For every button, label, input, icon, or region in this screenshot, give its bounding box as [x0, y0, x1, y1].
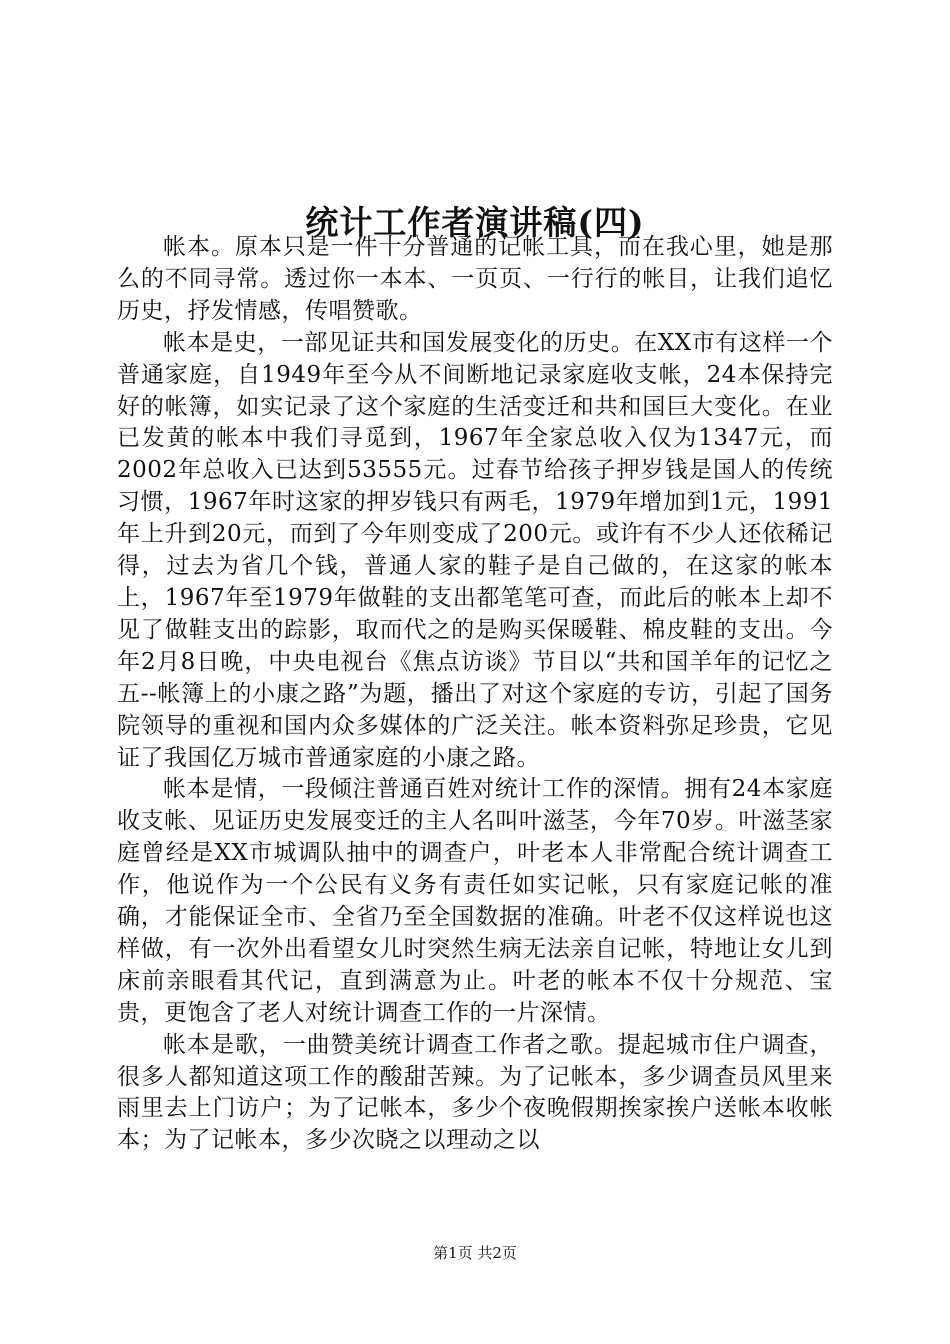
paragraph: 帐本。原本只是一件十分普通的记帐工具，而在我心里，她是那么的不同寻常。透过你一本本、一页页、一行行的帐目，让我们追忆历史，抒发情感，传唱赞歌。: [117, 234, 833, 324]
paragraph: 帐本是史，一部见证共和国发展变化的历史。在XX市有这样一个普通家庭，自1949年至今从不间断地记录家庭收支帐，24本保持完好的帐簿，如实记录了这个家庭的生活变迁和共和国巨大变化。在业已发黄的帐本中我们寻觅到，1967年全家总收入仅为1347元，而2002年总收入已达到53555元。过春节给孩子押岁钱是国人的传统习惯，1967年时这家的押岁钱只有两毛，1979年增加到1元，1991年上升到20元，而到了今年则变成了200元。或许有不少人还依稀记得，过去为省几个钱，普通人家的鞋子是自己做的，在这家的帐本上，1967年至1979年做鞋的支出都笔笔可查，而此后的帐本上却不见了做鞋支出的踪影，取而代之的是购买保暖鞋、棉皮鞋的支出。今年2月8日晚，中央电视台《焦点访谈》节目以“共和国羊年的记忆之五--帐簿上的小康之路”为题，播出了对这个家庭的专访，引起了国务院领导的重视和国内众多媒体的广泛关注。帐本资料弥足珍贵，它见证了我国亿万城市普通家庭的小康之路。: [117, 329, 833, 771]
page-footer: [0, 1243, 950, 1263]
document-title: 统计工作者演讲稿(四): [305, 203, 645, 243]
paragraph: 帐本是情，一段倾注普通百姓对统计工作的深情。拥有24本家庭收支帐、见证历史发展变迁的主人名叫叶滋茎，今年70岁。叶滋茎家庭曾经是XX市城调队抽中的调查户，叶老本人非常配合统计调查工作，他说作为一个公民有义务有责任如实记帐，只有家庭记帐的准确，才能保证全市、全省乃至全国数据的准确。叶老不仅这样说也这样做，有一次外出看望女儿时突然生病无法亲自记帐，特地让女儿到床前亲眼看其代记，直到满意为止。叶老的帐本不仅十分规范、宝贵，更饱含了老人对统计调查工作的一片深情。: [117, 776, 833, 1026]
document-body: [117, 232, 833, 1157]
paragraph: 帐本是歌，一曲赞美统计调查工作者之歌。提起城市住户调查，很多人都知道这项工作的酸甜苦辣。为了记帐本，多少调查员风里来雨里去上门访户；为了记帐本，多少个夜晚假期挨家挨户送帐本收帐本；为了记帐本，多少次晓之以理动之以: [117, 1031, 833, 1154]
page-indicator: 第1页 共2页: [433, 1244, 517, 1262]
